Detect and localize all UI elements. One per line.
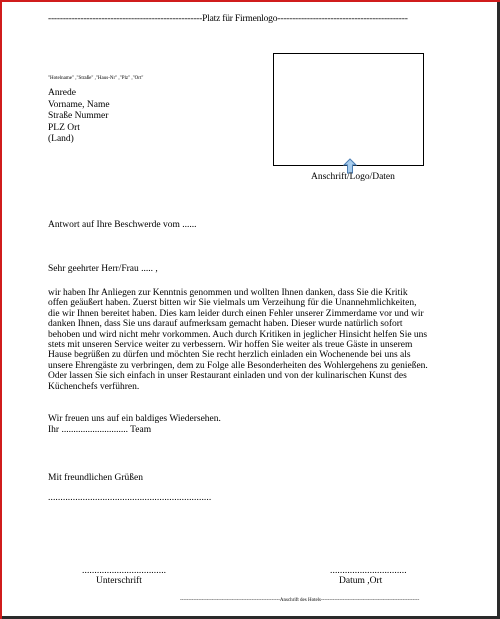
- signature-field-dots: ..................................: [82, 566, 167, 576]
- subject-line: Antwort auf Ihre Beschwerde vom ......: [48, 220, 197, 230]
- body-line: Oder lassen Sie sich einfach in unser Restaurant einladen und von der kulinarischen Kunst des: [48, 371, 407, 382]
- date-place-dots: ...............................: [330, 566, 407, 576]
- recipient-country: (Land): [48, 134, 74, 144]
- closing-greeting: Mit freundlichen Grüßen: [48, 473, 143, 483]
- reunion-line: Wir freuen uns auf ein baldiges Wiedersehen.: [48, 414, 221, 424]
- body-line: die wir Ihnen bereitet haben. Dies kam leider durch einen Fehler unserer Zimmerdame vor und wir: [48, 308, 424, 319]
- letter-salutation: Sehr geehrter Herr/Frau ..... ,: [48, 264, 158, 274]
- body-line: stets mit unseren Service weiter zu verbessern. Wir hoffen Sie weiter als treue Gäste in unserem: [48, 340, 413, 350]
- signature-dots: ..................................................................: [48, 493, 212, 503]
- sender-line: "Hotelname" ,"Straße" ,"Haus-Nr" ,"Plz" ,"Ort": [48, 76, 144, 81]
- recipient-street: Straße Nummer: [48, 111, 109, 121]
- body-line: Hause begrüßen zu dürfen und möchten Sie recht herzlich einladen ein Wochenende bei uns als: [48, 350, 411, 361]
- recipient-name: Vorname, Name: [48, 99, 110, 110]
- recipient-city: PLZ Ort: [48, 122, 80, 133]
- body-line: behoben und wird nicht mehr vorkommen. Auch durch Kritiken in jeglicher Hinsicht helfen Sie uns: [48, 329, 428, 340]
- body-line: wir haben Ihr Anliegen zur Kenntnis genommen und wollten Ihnen danken, dass Sie die Kritik: [48, 288, 408, 298]
- footer-hotel-address: ------------------------------------------------------------Anschrift des Hotels-----------------------------------------------------------: [180, 598, 420, 603]
- body-line: offen geäußert haben. Zuerst bitten wir Sie vielmals um Verzeihung für die Unannehmlichkeiten,: [48, 298, 417, 309]
- signature-field-label: Unterschrift: [96, 576, 142, 586]
- body-line: Küchenchefs verführen.: [48, 381, 140, 392]
- logo-placeholder-line: ----------------------------------------------------Platz für Firmenlogo--------------------------------------------: [48, 14, 408, 24]
- logo-box[interactable]: [273, 53, 424, 166]
- body-line: danken Ihnen, dass Sie uns darauf aufmerksam gemacht haben. Dieser wurde natürlich sofort: [48, 319, 403, 330]
- body-line: unsere Ehrengäste zu verbringen, dem zu Folge alle Besonderheiten des Wohlergehens zu genießen.: [48, 360, 428, 371]
- logo-box-caption: Anschrift/Logo/Daten: [311, 172, 395, 182]
- date-place-label: Datum ,Ort: [339, 576, 383, 586]
- recipient-salutation: Anrede: [48, 88, 76, 98]
- team-line: Ihr ............................ Team: [48, 425, 152, 435]
